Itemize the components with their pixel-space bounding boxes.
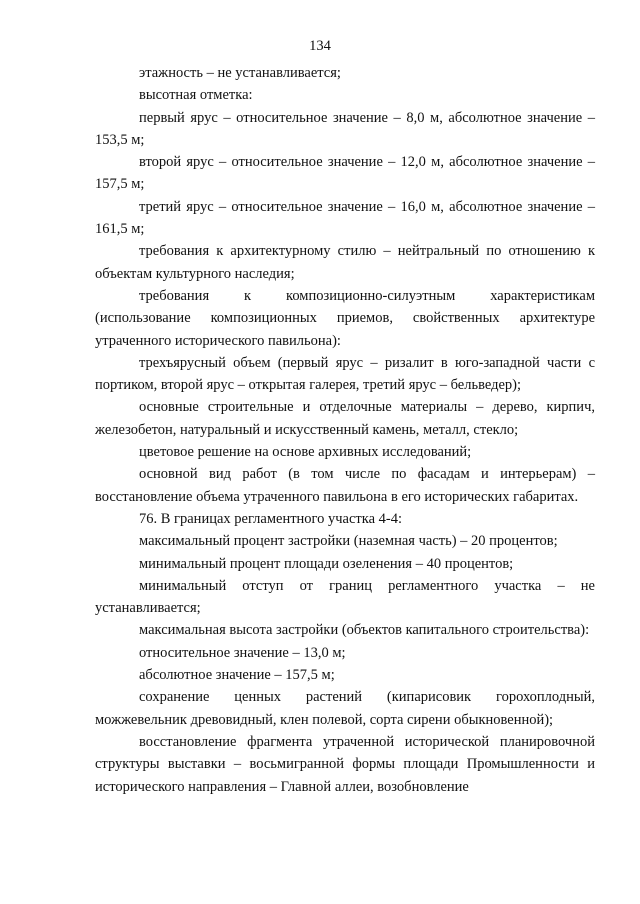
section-heading: 76. В границах регламентного участка 4-4: xyxy=(139,510,403,527)
paragraph: трехъярусный объем (первый ярус – ризалит в юго-западной части с портиком, второй ярус – открытая галерея, третий ярус – бельведер); xyxy=(95,354,595,394)
paragraph: сохранение ценных растений (кипарисовик горохоплодный, можжевельник древовидный, клен полевой, сорта сирени обыкновенной); xyxy=(95,689,595,728)
paragraph: основные строительные и отделочные материалы – дерево, кирпич, железобетон, натуральный и искусственный камень, металл, стекло; xyxy=(95,399,595,438)
paragraph: цветовое решение на основе архивных исследований; xyxy=(139,444,472,461)
paragraph: максимальный процент застройки (наземная часть) – 20 процентов; xyxy=(139,533,558,550)
paragraph: основной вид работ (в том числе по фасадам и интерьерам) – восстановление объема утраченного павильона в его исторических габаритах. xyxy=(95,466,595,505)
paragraph: второй ярус – относительное значение – 12,0 м, абсолютное значение – 157,5 м; xyxy=(95,154,595,193)
paragraph: минимальный процент площади озеленения – 40 процентов; xyxy=(139,555,514,572)
paragraph: абсолютное значение – 157,5 м; xyxy=(139,667,335,684)
paragraph: третий ярус – относительное значение – 16,0 м, абсолютное значение – 161,5 м; xyxy=(95,198,595,238)
paragraph: максимальная высота застройки (объектов капитального строительства): xyxy=(139,622,590,639)
paragraph: требования к композиционно-силуэтным характеристикам (использование композиционных приемов, свойственных архитектуре утраченного исторического павильона): xyxy=(95,287,595,349)
paragraph: восстановление фрагмента утраченной исторической планировочной структуры выставки – восьмигранной формы площади Промышленности и исторического направления – Главной аллеи, возобновление xyxy=(95,733,595,795)
paragraph: высотная отметка: xyxy=(139,87,253,104)
paragraph: относительное значение – 13,0 м; xyxy=(139,644,346,661)
paragraph: требования к архитектурному стилю – нейтральный по отношению к объектам культурного наследия; xyxy=(95,243,595,282)
paragraph: этажность – не устанавливается; xyxy=(139,65,341,81)
paragraph: первый ярус – относительное значение – 8,0 м, абсолютное значение – 153,5 м; xyxy=(95,109,595,148)
page-number: 134 xyxy=(309,38,331,54)
document-body xyxy=(95,62,595,798)
paragraph: минимальный отступ от границ регламентного участка – не устанавливается; xyxy=(95,577,595,617)
